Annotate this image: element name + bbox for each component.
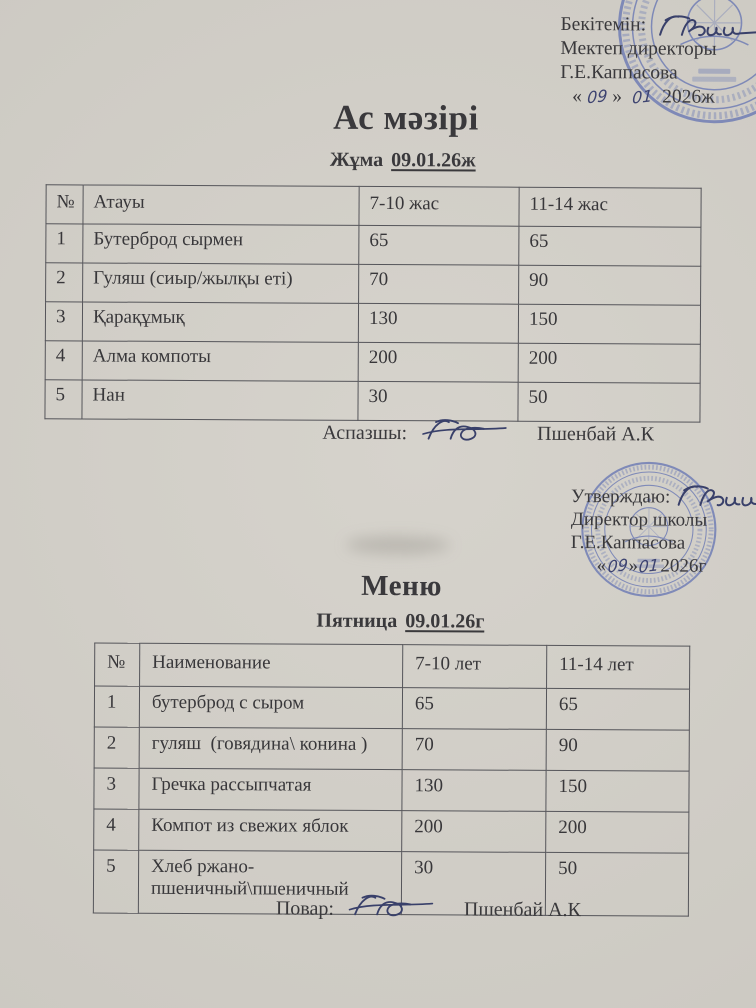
- menu-table-ru: [93, 643, 690, 917]
- approval-block-kk: [560, 13, 756, 110]
- cell: 200: [546, 811, 689, 853]
- cell: 200: [402, 811, 546, 853]
- menu-date-ru: 09.01.26г: [405, 610, 485, 633]
- menu-table-kk: [44, 184, 701, 422]
- cell: 50: [545, 852, 688, 916]
- table-row: [94, 768, 689, 812]
- cell: 130: [358, 303, 518, 343]
- cook-line-ru: [276, 893, 581, 925]
- handwritten-day-ru: 09: [606, 554, 629, 577]
- table-header-row: [95, 643, 690, 689]
- approver-role-ru: Директор школы: [570, 509, 708, 531]
- cell: 5: [45, 380, 82, 419]
- handwritten-month-ru: 01: [638, 555, 660, 577]
- cell: Алма компоты: [82, 341, 358, 381]
- cell: бутерброд с сыром: [139, 686, 402, 728]
- cell: 30: [358, 381, 518, 421]
- weekday-ru: Пятница: [316, 609, 398, 633]
- cell: Компот из свежих яблок: [139, 809, 402, 851]
- menu-title-kk: Ас мәзірі: [333, 97, 479, 138]
- col-name: Атауы: [83, 185, 359, 225]
- col-age-11-14: 11-14 лет: [547, 645, 690, 689]
- cell: Гречка рассыпчатая: [139, 768, 402, 810]
- cell: 65: [519, 226, 701, 266]
- cell: 150: [518, 304, 700, 344]
- table-row: [45, 380, 700, 422]
- approval-label-line: [571, 485, 756, 509]
- approver-name-ru: Г.Е.Каппасова: [570, 532, 686, 554]
- cell: 2: [94, 727, 139, 768]
- cell: 65: [402, 688, 546, 730]
- col-name: Наименование: [140, 643, 403, 687]
- cell: 5: [93, 850, 138, 913]
- cook-signature-icon: [419, 414, 511, 448]
- table-row: [94, 727, 689, 771]
- cook-signature-icon: [346, 890, 438, 924]
- approval-block-ru: [571, 485, 756, 578]
- handwritten-month-kk: 01: [631, 86, 653, 108]
- approve-label-ru: Утверждаю:: [570, 486, 671, 508]
- cook-name-kk: Пшенбай А.К: [537, 422, 655, 445]
- cell: 1: [46, 224, 83, 263]
- cell: 70: [359, 264, 519, 304]
- cell: 1: [94, 686, 139, 727]
- handwritten-day-kk: 09: [586, 85, 608, 108]
- quote-open: «: [596, 555, 607, 577]
- table-row: [45, 302, 700, 344]
- cook-label-ru: Повар:: [275, 896, 335, 920]
- table-row: [46, 224, 701, 266]
- cell: 150: [546, 770, 689, 812]
- cell: 200: [518, 343, 700, 383]
- cell: 90: [519, 265, 701, 305]
- table-row: [94, 809, 689, 853]
- cell: 200: [358, 342, 518, 382]
- menu-subtitle-kk: [48, 147, 756, 174]
- approver-role-kk: Мектеп директоры: [560, 37, 717, 60]
- approval-year-ru: 2026г: [660, 555, 707, 577]
- quote-close: »: [612, 86, 623, 108]
- col-age-7-10: 7-10 лет: [403, 645, 547, 689]
- cell: 30: [401, 852, 545, 916]
- quote-open: «: [572, 86, 582, 108]
- cell: Гуляш (сиыр/жылқы еті): [83, 263, 359, 303]
- cell: Бутерброд сырмен: [83, 224, 359, 264]
- cell: 2: [46, 263, 83, 302]
- cell: 3: [45, 302, 82, 341]
- col-age-11-14: 11-14 жас: [519, 187, 701, 227]
- cell: 65: [359, 225, 519, 265]
- cell: 90: [546, 729, 689, 771]
- cell: 70: [402, 729, 546, 771]
- cook-name-ru: Пшенбай А.К: [463, 897, 581, 921]
- director-signature-icon: [675, 479, 756, 518]
- col-number: №: [46, 185, 83, 224]
- cell: Хлеб ржано-пшеничный\пшеничный: [138, 850, 401, 914]
- table-header-row: [46, 185, 701, 227]
- weekday-kk: Жұма: [329, 148, 384, 172]
- cell: Нан: [82, 380, 358, 420]
- col-number: №: [95, 643, 140, 686]
- table-row: [46, 263, 701, 305]
- approve-label-kk: Бекітемін:: [560, 13, 647, 36]
- cell: 4: [94, 809, 139, 850]
- col-age-7-10: 7-10 жас: [359, 186, 519, 226]
- cell: гуляш (говядина\ конина ): [139, 727, 402, 769]
- approval-label-line: [560, 13, 756, 38]
- director-signature-icon: [656, 8, 756, 47]
- cook-label-kk: Аспазшы:: [322, 421, 408, 444]
- table-row: [45, 341, 700, 383]
- cell: 130: [402, 770, 546, 812]
- cell: 50: [518, 382, 700, 422]
- table-row: [94, 686, 689, 730]
- menu-title-ru: Меню: [361, 569, 443, 603]
- approver-name-kk: Г.Е.Каппасова: [560, 61, 678, 84]
- approval-year-kk: 2026ж: [662, 86, 715, 108]
- ink-showthrough-smudge: [346, 536, 450, 555]
- quote-close: »: [628, 555, 639, 577]
- cook-line-kk: [322, 418, 654, 450]
- cell: 65: [546, 688, 689, 730]
- cell: 4: [45, 341, 82, 380]
- menu-subtitle-ru: [45, 608, 755, 635]
- menu-date-kk: 09.01.26ж: [391, 149, 476, 172]
- cell: Қарақұмық: [82, 302, 358, 342]
- cell: 3: [94, 768, 139, 809]
